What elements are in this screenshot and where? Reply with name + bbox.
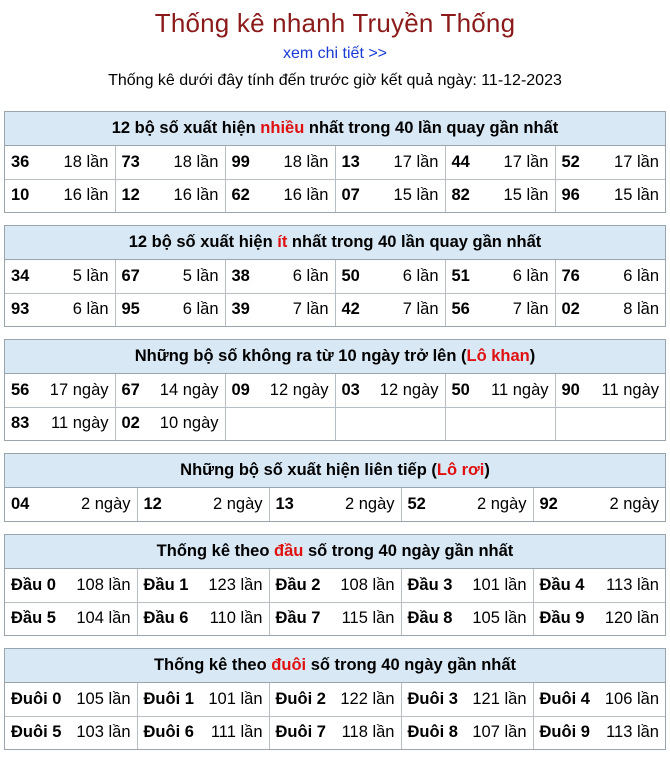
cell-count: 118 lần — [341, 723, 395, 742]
cell-number: Đuôi 5 — [11, 723, 62, 742]
table-cell — [5, 407, 115, 440]
cell-count: 18 lần — [173, 152, 219, 171]
table-row — [5, 146, 665, 179]
cell-number: 56 — [451, 300, 470, 319]
table-cell — [115, 179, 225, 212]
table-cell — [555, 260, 665, 293]
table-cell — [115, 146, 225, 179]
most-frequent-section — [4, 111, 666, 213]
cell-number: Đầu 1 — [143, 575, 189, 594]
table-row — [5, 602, 665, 635]
cell-number: Đuôi 9 — [539, 723, 590, 742]
cell-number: 13 — [341, 152, 360, 171]
table-cell — [115, 260, 225, 293]
table-cell — [115, 374, 225, 407]
table-cell — [555, 146, 665, 179]
cell-number: Đuôi 2 — [275, 689, 326, 708]
table-cell — [533, 569, 665, 602]
cell-number: 39 — [231, 300, 250, 319]
date-subtitle: Thống kê dưới đây tính đến trước giờ kết quả ngày: 11-12-2023 — [108, 72, 562, 89]
cell-count: 111 lần — [210, 723, 263, 742]
cell-number: 36 — [11, 152, 30, 171]
table-cell — [445, 179, 555, 212]
cell-count: 105 lần — [76, 689, 131, 708]
table-cell — [5, 374, 115, 407]
cell-count: 101 lần — [472, 575, 527, 594]
cell-number: Đuôi 4 — [539, 689, 590, 708]
cell-count: 2 ngày — [80, 495, 131, 513]
cell-count: 6 lần — [182, 300, 219, 319]
table-cell — [5, 179, 115, 212]
cell-number: 38 — [231, 266, 250, 285]
least-frequent-section — [4, 225, 666, 327]
table-cell — [555, 179, 665, 212]
cell-count: 121 lần — [472, 689, 527, 708]
cell-number: Đầu 5 — [11, 609, 56, 628]
cell-number: 07 — [341, 186, 360, 205]
table-cell — [335, 407, 445, 440]
table-cell — [401, 488, 533, 521]
cell-number: 44 — [451, 152, 470, 171]
cell-count: 8 lần — [623, 300, 659, 319]
detail-link[interactable]: xem chi tiết >> — [282, 45, 388, 62]
table-cell — [137, 488, 269, 521]
cell-count: 108 lần — [340, 575, 395, 594]
cell-count: 12 ngày — [269, 380, 329, 399]
cell-count: 123 lần — [208, 575, 263, 594]
section-title: Thống kê theo đầu số trong 40 ngày gần nhất — [5, 535, 665, 569]
cell-number: Đuôi 8 — [407, 723, 458, 742]
cell-count: 16 lần — [283, 186, 329, 205]
cell-number: 10 — [11, 186, 30, 205]
table-row — [5, 488, 665, 521]
table-row — [5, 260, 665, 293]
cell-number: Đầu 3 — [407, 575, 453, 594]
cell-count: 6 lần — [72, 300, 109, 319]
table-row — [5, 716, 665, 749]
table-cell — [533, 488, 665, 521]
cell-number: Đuôi 1 — [143, 689, 194, 708]
table-cell — [137, 569, 269, 602]
cell-count: 2 ngày — [609, 495, 659, 513]
cell-number: 67 — [121, 380, 140, 399]
table-cell — [335, 146, 445, 179]
cell-count: 113 lần — [606, 723, 659, 742]
table-row — [5, 683, 665, 716]
table-cell — [533, 716, 665, 749]
table-row — [5, 374, 665, 407]
cell-count: 11 ngày — [491, 380, 549, 399]
cell-number: Đuôi 7 — [275, 723, 326, 742]
cell-count: 105 lần — [472, 609, 527, 628]
cell-number: 83 — [11, 414, 30, 433]
table-cell — [445, 293, 555, 326]
cell-number: Đầu 2 — [275, 575, 321, 594]
cell-number: Đầu 7 — [275, 609, 321, 628]
cell-number: 82 — [451, 186, 470, 205]
cell-count: 120 lần — [604, 609, 659, 628]
lo-roi-table — [5, 488, 665, 521]
cell-number: Đầu 4 — [539, 575, 585, 594]
cell-count: 10 ngày — [159, 414, 219, 433]
cell-count: 15 lần — [503, 186, 549, 205]
cell-count: 2 ngày — [344, 495, 395, 513]
cell-number: 62 — [231, 186, 250, 205]
cell-number: Đuôi 6 — [143, 723, 194, 742]
cell-count: 110 lần — [209, 609, 263, 628]
cell-number: 76 — [561, 266, 580, 285]
cell-count: 7 lần — [402, 300, 439, 319]
table-row — [5, 179, 665, 212]
cell-number: Đầu 9 — [539, 609, 585, 628]
cell-number: 12 — [143, 495, 162, 513]
least-frequent-table — [5, 260, 665, 326]
cell-count: 17 ngày — [49, 380, 109, 399]
most-frequent-table — [5, 146, 665, 212]
table-cell — [335, 179, 445, 212]
cell-number: 67 — [121, 266, 140, 285]
cell-count: 2 ngày — [476, 495, 527, 513]
table-cell — [137, 716, 269, 749]
cell-number: 50 — [341, 266, 360, 285]
table-cell — [401, 683, 533, 716]
table-cell — [335, 374, 445, 407]
dau-section — [4, 534, 666, 636]
cell-count: 7 lần — [292, 300, 329, 319]
table-cell — [5, 293, 115, 326]
cell-count: 5 lần — [182, 266, 219, 285]
cell-number: Đuôi 3 — [407, 689, 458, 708]
table-cell — [269, 716, 401, 749]
table-cell — [269, 683, 401, 716]
table-cell — [5, 146, 115, 179]
page-title: Thống kê nhanh Truyền Thống — [154, 8, 516, 38]
cell-number: 92 — [539, 495, 558, 513]
table-cell — [225, 146, 335, 179]
cell-count: 7 lần — [512, 300, 549, 319]
cell-count: 17 lần — [614, 152, 659, 171]
cell-count: 6 lần — [402, 266, 439, 285]
cell-number: 09 — [231, 380, 250, 399]
lo-roi-section — [4, 453, 666, 522]
cell-count: 108 lần — [76, 575, 131, 594]
cell-count: 6 lần — [512, 266, 549, 285]
table-cell — [137, 683, 269, 716]
cell-count: 16 lần — [173, 186, 219, 205]
dau-table — [5, 569, 665, 635]
cell-count: 103 lần — [76, 723, 131, 742]
table-cell — [533, 683, 665, 716]
table-cell — [115, 407, 225, 440]
table-cell — [269, 602, 401, 635]
lo-khan-table — [5, 374, 665, 440]
cell-count: 115 lần — [341, 609, 395, 628]
cell-number: 51 — [451, 266, 470, 285]
table-cell — [445, 374, 555, 407]
cell-number: 90 — [561, 380, 580, 399]
cell-count: 104 lần — [76, 609, 131, 628]
table-cell — [5, 488, 137, 521]
section-title: Những bộ số không ra từ 10 ngày trở lên (Lô khan) — [5, 340, 665, 374]
table-cell — [5, 683, 137, 716]
cell-number: 13 — [275, 495, 294, 513]
cell-count: 5 lần — [72, 266, 109, 285]
cell-number: 52 — [561, 152, 580, 171]
cell-number: 34 — [11, 266, 30, 285]
cell-count: 107 lần — [472, 723, 527, 742]
cell-count: 122 lần — [340, 689, 395, 708]
cell-count: 17 lần — [503, 152, 549, 171]
cell-count: 15 lần — [393, 186, 439, 205]
cell-count: 18 lần — [283, 152, 329, 171]
cell-number: 50 — [451, 380, 470, 399]
cell-number: 02 — [121, 414, 140, 433]
table-cell — [225, 374, 335, 407]
duoi-table — [5, 683, 665, 749]
section-title: Thống kê theo đuôi số trong 40 ngày gần nhất — [5, 649, 665, 683]
cell-number: 04 — [11, 495, 30, 513]
cell-count: 18 lần — [63, 152, 109, 171]
table-cell — [269, 488, 401, 521]
page — [0, 6, 670, 760]
table-cell — [335, 260, 445, 293]
table-row — [5, 569, 665, 602]
cell-number: 93 — [11, 300, 30, 319]
table-row — [5, 407, 665, 440]
cell-count: 6 lần — [623, 266, 659, 285]
cell-number: Đầu 0 — [11, 575, 56, 594]
cell-count: 14 ngày — [159, 380, 219, 399]
table-cell — [137, 602, 269, 635]
cell-count: 2 ngày — [212, 495, 263, 513]
cell-number: 56 — [11, 380, 30, 399]
section-title: Những bộ số xuất hiện liên tiếp (Lô rơi) — [5, 454, 665, 488]
cell-count: 6 lần — [292, 266, 329, 285]
table-cell — [445, 146, 555, 179]
cell-number: 12 — [121, 186, 140, 205]
table-cell — [445, 407, 555, 440]
cell-count: 101 lần — [208, 689, 263, 708]
table-cell — [5, 260, 115, 293]
cell-number: 96 — [561, 186, 580, 205]
cell-count: 113 lần — [606, 575, 659, 594]
table-cell — [5, 602, 137, 635]
cell-number: 52 — [407, 495, 426, 513]
cell-count: 16 lần — [63, 186, 109, 205]
cell-number: 03 — [341, 380, 360, 399]
cell-count: 15 lần — [614, 186, 659, 205]
table-cell — [225, 293, 335, 326]
table-cell — [225, 179, 335, 212]
table-cell — [555, 374, 665, 407]
cell-number: 42 — [341, 300, 360, 319]
cell-number: 99 — [231, 152, 250, 171]
cell-number: Đuôi 0 — [11, 689, 62, 708]
cell-number: Đầu 8 — [407, 609, 453, 628]
table-cell — [555, 293, 665, 326]
table-cell — [5, 569, 137, 602]
cell-count: 11 ngày — [601, 380, 659, 399]
section-title: 12 bộ số xuất hiện nhiều nhất trong 40 lần quay gần nhất — [5, 112, 665, 146]
table-cell — [401, 569, 533, 602]
cell-count: 12 ngày — [379, 380, 439, 399]
table-cell — [445, 260, 555, 293]
lo-khan-section — [4, 339, 666, 441]
cell-count: 17 lần — [393, 152, 439, 171]
table-cell — [401, 716, 533, 749]
table-cell — [115, 293, 225, 326]
table-cell — [269, 569, 401, 602]
cell-count: 11 ngày — [51, 414, 109, 433]
table-cell — [533, 602, 665, 635]
table-cell — [225, 407, 335, 440]
table-cell — [225, 260, 335, 293]
table-cell — [5, 716, 137, 749]
cell-number: 02 — [561, 300, 580, 319]
table-cell — [401, 602, 533, 635]
table-cell — [335, 293, 445, 326]
cell-number: 73 — [121, 152, 140, 171]
duoi-section — [4, 648, 666, 750]
table-row — [5, 293, 665, 326]
cell-number: Đầu 6 — [143, 609, 189, 628]
cell-count: 106 lần — [604, 689, 659, 708]
cell-number: 95 — [121, 300, 140, 319]
section-title: 12 bộ số xuất hiện ít nhất trong 40 lần quay gần nhất — [5, 226, 665, 260]
table-cell — [555, 407, 665, 440]
